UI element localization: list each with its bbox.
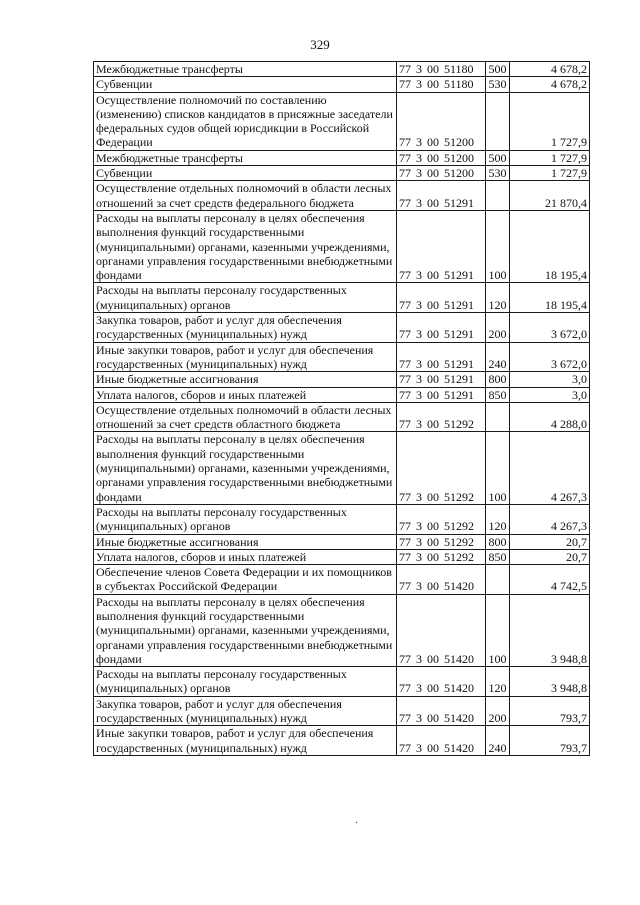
row-type-cell — [486, 181, 510, 211]
row-sum-cell: 3,0 — [510, 387, 590, 402]
row-sum-cell: 20,7 — [510, 534, 590, 549]
row-type-cell: 100 — [486, 594, 510, 666]
row-code-cell: 77 3 00 51292 — [397, 402, 486, 432]
row-type-cell: 100 — [486, 432, 510, 504]
budget-table-body — [94, 62, 590, 756]
row-name-cell: Межбюджетные трансферты — [94, 150, 397, 165]
row-code-cell: 77 3 00 51291 — [397, 387, 486, 402]
table-row — [94, 313, 590, 343]
row-name-cell: Осуществление полномочий по составлению (изменению) списков кандидатов в присяжные заседатели федеральных судов общей юрисдикции в Российской Федерации — [94, 92, 397, 150]
table-row — [94, 62, 590, 77]
table-row — [94, 210, 590, 282]
table-row — [94, 166, 590, 181]
row-code-cell: 77 3 00 51200 — [397, 150, 486, 165]
row-name-cell: Расходы на выплаты персоналу в целях обеспечения выполнения функций государственными (муниципальными) органами, казенными учреждениями, органами управления государственными внебюджетными фондами — [94, 594, 397, 666]
row-type-cell: 530 — [486, 166, 510, 181]
table-row — [94, 549, 590, 564]
table-row — [94, 150, 590, 165]
row-sum-cell: 793,7 — [510, 696, 590, 726]
row-code-cell: 77 3 00 51292 — [397, 534, 486, 549]
row-code-cell: 77 3 00 51180 — [397, 62, 486, 77]
table-row — [94, 181, 590, 211]
row-code-cell: 77 3 00 51420 — [397, 667, 486, 697]
row-type-cell: 500 — [486, 150, 510, 165]
table-row — [94, 283, 590, 313]
row-sum-cell: 18 195,4 — [510, 283, 590, 313]
budget-table — [93, 61, 590, 756]
table-row — [94, 342, 590, 372]
row-code-cell: 77 3 00 51420 — [397, 726, 486, 756]
table-row — [94, 77, 590, 92]
page-number: 329 — [310, 37, 330, 52]
row-name-cell: Осуществление отдельных полномочий в области лесных отношений за счет средств федерального бюджета — [94, 181, 397, 211]
row-name-cell: Осуществление отдельных полномочий в области лесных отношений за счет средств областного бюджета — [94, 402, 397, 432]
row-name-cell: Уплата налогов, сборов и иных платежей — [94, 387, 397, 402]
row-type-cell — [486, 402, 510, 432]
row-sum-cell: 3 672,0 — [510, 342, 590, 372]
row-code-cell: 77 3 00 51291 — [397, 181, 486, 211]
row-name-cell: Иные бюджетные ассигнования — [94, 534, 397, 549]
row-code-cell: 77 3 00 51292 — [397, 432, 486, 504]
row-sum-cell: 21 870,4 — [510, 181, 590, 211]
table-row — [94, 432, 590, 504]
row-type-cell: 120 — [486, 504, 510, 534]
row-type-cell: 500 — [486, 62, 510, 77]
row-type-cell: 800 — [486, 534, 510, 549]
row-type-cell: 850 — [486, 387, 510, 402]
row-name-cell: Субвенции — [94, 77, 397, 92]
table-row — [94, 387, 590, 402]
row-name-cell: Расходы на выплаты персоналу государственных (муниципальных) органов — [94, 504, 397, 534]
row-type-cell: 530 — [486, 77, 510, 92]
table-row — [94, 594, 590, 666]
row-code-cell: 77 3 00 51292 — [397, 504, 486, 534]
row-sum-cell: 4 267,3 — [510, 432, 590, 504]
row-name-cell: Закупка товаров, работ и услуг для обеспечения государственных (муниципальных) нужд — [94, 696, 397, 726]
row-code-cell: 77 3 00 51291 — [397, 283, 486, 313]
row-type-cell: 200 — [486, 696, 510, 726]
row-code-cell: 77 3 00 51291 — [397, 342, 486, 372]
row-sum-cell: 4 678,2 — [510, 62, 590, 77]
table-row — [94, 696, 590, 726]
row-sum-cell: 4 742,5 — [510, 565, 590, 595]
table-row — [94, 402, 590, 432]
row-code-cell: 77 3 00 51200 — [397, 92, 486, 150]
row-name-cell: Расходы на выплаты персоналу государственных (муниципальных) органов — [94, 283, 397, 313]
row-sum-cell: 20,7 — [510, 549, 590, 564]
row-code-cell: 77 3 00 51420 — [397, 565, 486, 595]
row-name-cell: Межбюджетные трансферты — [94, 62, 397, 77]
row-sum-cell: 4 288,0 — [510, 402, 590, 432]
row-name-cell: Закупка товаров, работ и услуг для обеспечения государственных (муниципальных) нужд — [94, 313, 397, 343]
row-code-cell: 77 3 00 51420 — [397, 696, 486, 726]
row-name-cell: Расходы на выплаты персоналу государственных (муниципальных) органов — [94, 667, 397, 697]
row-type-cell — [486, 565, 510, 595]
table-row — [94, 372, 590, 387]
row-sum-cell: 4 678,2 — [510, 77, 590, 92]
table-row — [94, 504, 590, 534]
row-name-cell: Субвенции — [94, 166, 397, 181]
row-sum-cell: 3 948,8 — [510, 594, 590, 666]
row-type-cell: 200 — [486, 313, 510, 343]
table-row — [94, 565, 590, 595]
table-row — [94, 534, 590, 549]
row-code-cell: 77 3 00 51292 — [397, 549, 486, 564]
row-code-cell: 77 3 00 51291 — [397, 210, 486, 282]
table-row — [94, 92, 590, 150]
row-code-cell: 77 3 00 51291 — [397, 372, 486, 387]
row-code-cell: 77 3 00 51180 — [397, 77, 486, 92]
row-name-cell: Расходы на выплаты персоналу в целях обеспечения выполнения функций государственными (муниципальными) органами, казенными учреждениями, органами управления государственными внебюджетными фондами — [94, 432, 397, 504]
row-type-cell: 240 — [486, 342, 510, 372]
row-code-cell: 77 3 00 51291 — [397, 313, 486, 343]
row-type-cell — [486, 92, 510, 150]
row-sum-cell: 3 672,0 — [510, 313, 590, 343]
table-row — [94, 667, 590, 697]
row-type-cell: 120 — [486, 667, 510, 697]
row-name-cell: Расходы на выплаты персоналу в целях обеспечения выполнения функций государственными (муниципальными) органами, казенными учреждениями, органами управления государственными внебюджетными фондами — [94, 210, 397, 282]
row-sum-cell: 18 195,4 — [510, 210, 590, 282]
row-sum-cell: 1 727,9 — [510, 150, 590, 165]
row-sum-cell: 3,0 — [510, 372, 590, 387]
row-type-cell: 800 — [486, 372, 510, 387]
row-type-cell: 240 — [486, 726, 510, 756]
row-sum-cell: 3 948,8 — [510, 667, 590, 697]
row-name-cell: Иные закупки товаров, работ и услуг для обеспечения государственных (муниципальных) нужд — [94, 342, 397, 372]
row-name-cell: Обеспечение членов Совета Федерации и их помощников в субъектах Российской Федерации — [94, 565, 397, 595]
row-sum-cell: 1 727,9 — [510, 92, 590, 150]
scan-mark: · — [355, 818, 359, 829]
row-code-cell: 77 3 00 51200 — [397, 166, 486, 181]
row-type-cell: 850 — [486, 549, 510, 564]
row-sum-cell: 4 267,3 — [510, 504, 590, 534]
table-row — [94, 726, 590, 756]
row-name-cell: Иные закупки товаров, работ и услуг для обеспечения государственных (муниципальных) нужд — [94, 726, 397, 756]
row-sum-cell: 793,7 — [510, 726, 590, 756]
row-name-cell: Иные бюджетные ассигнования — [94, 372, 397, 387]
row-type-cell: 120 — [486, 283, 510, 313]
row-name-cell: Уплата налогов, сборов и иных платежей — [94, 549, 397, 564]
row-code-cell: 77 3 00 51420 — [397, 594, 486, 666]
row-sum-cell: 1 727,9 — [510, 166, 590, 181]
row-type-cell: 100 — [486, 210, 510, 282]
